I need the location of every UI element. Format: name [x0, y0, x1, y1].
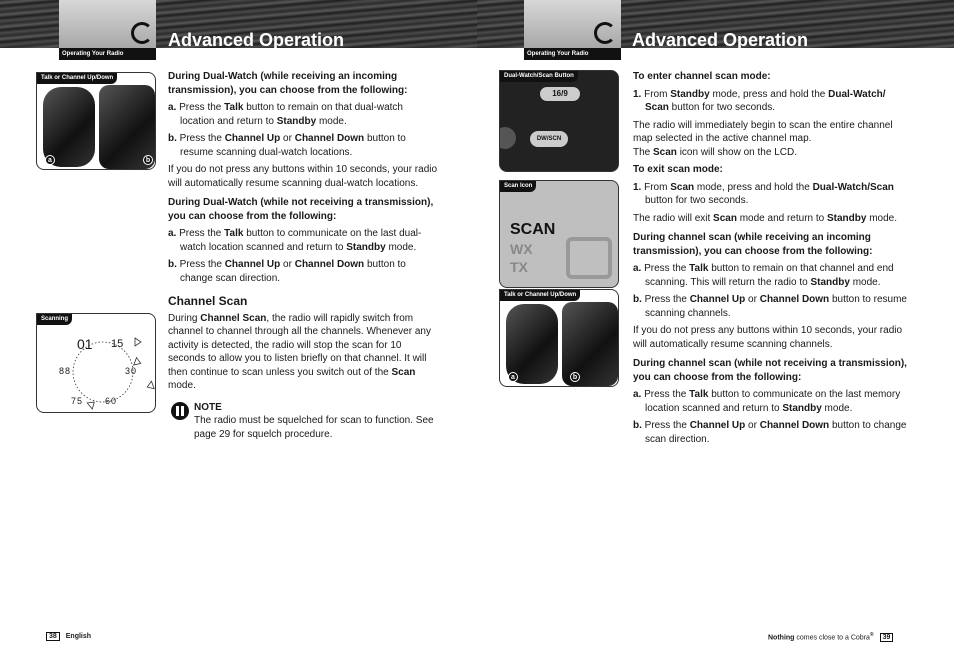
- dw-not-receiving-option-a: a. Press the Talk button to communicate on the last dual-watch location scanned and return to Standby mode.: [168, 228, 422, 253]
- dual-watch-scan-photo: [499, 70, 619, 172]
- badge-a: a: [45, 155, 55, 165]
- badge-b: b: [570, 372, 580, 382]
- enter-scan-heading: To enter channel scan mode:: [633, 71, 771, 82]
- note-heading: NOTE: [194, 401, 222, 413]
- button-dw-scn: DW/SCN: [530, 131, 568, 147]
- dial-label-75: 75: [71, 396, 84, 406]
- scanning-diagram: [36, 313, 156, 413]
- dial-label-30: 30: [125, 366, 138, 376]
- lcd-digit-shape: [566, 237, 612, 279]
- dial-label-88: 88: [59, 366, 72, 376]
- footer-registered: ®: [869, 632, 874, 638]
- enter-scan-text: The radio will immediately begin to scan the entire channel map selected in the active channel map.: [633, 119, 893, 144]
- scan-receiving-heading: During channel scan (while receiving an incoming transmission), you can choose from the following:: [633, 232, 873, 257]
- left-page-title: Advanced Operation: [168, 30, 345, 50]
- dial-label-60: 60: [105, 396, 118, 406]
- right-page-title: Advanced Operation: [632, 30, 809, 50]
- exit-scan-heading: To exit scan mode:: [633, 164, 723, 175]
- right-section-tab: Operating Your Radio: [524, 48, 621, 60]
- left-page-number: 38: [46, 632, 60, 641]
- right-page-number: 39: [880, 633, 894, 642]
- left-footer: [46, 632, 91, 641]
- cobra-logo-icon: [594, 22, 616, 44]
- exit-scan-text: The radio will exit Scan mode and return to Standby mode.: [633, 212, 898, 224]
- dw-not-receiving-option-b: b. Press the Channel Up or Channel Down button to change scan direction.: [168, 259, 406, 284]
- exit-scan-step-1: 1. From Scan mode, press and hold the Dual-Watch/Scan button for two seconds.: [633, 181, 894, 206]
- left-footer-text: English: [65, 633, 92, 640]
- dw-receiving-option-b: b. Press the Channel Up or Channel Down button to resume scanning dual-watch locations.: [168, 133, 406, 158]
- badge-a: a: [508, 372, 518, 382]
- enter-scan-step-1: 1. From Standby mode, press and hold the Dual-Watch/ Scan button for two seconds.: [633, 88, 886, 113]
- channel-scan-heading: Channel Scan: [168, 294, 248, 308]
- photo-label: Scan Icon: [500, 181, 536, 192]
- note-block: [168, 401, 440, 442]
- dw-receiving-note: If you do not press any buttons within 10 seconds, your radio will automatically resume scanning dual-watch locations.: [168, 164, 438, 189]
- scan-dial-graphic: [37, 314, 156, 413]
- left-section-tab: Operating Your Radio: [59, 48, 156, 60]
- footer-tagline: comes close to a Cobra: [794, 634, 870, 642]
- left-text-column: [168, 70, 440, 441]
- channel-scan-body: During Channel Scan, the radio will rapidly switch from channel to channel through all the channels. Whenever any activity is detected, the radio will stop the scan for 10 seconds to allow you to listen briefly on that channel. It will then continue to scan unless you switch out of the Scan mode.: [168, 312, 431, 391]
- scan-icon-photo: [499, 180, 619, 288]
- enter-scan-icon-text: The Scan icon will show on the LCD.: [633, 146, 797, 158]
- scan-receiving-note: If you do not press any buttons within 10 seconds, your radio will automatically resume scanning channels.: [633, 325, 903, 350]
- photo-label: Dual-Watch/Scan Button: [500, 71, 578, 82]
- lcd-wx-text: WX: [510, 241, 533, 257]
- photo-label: Talk or Channel Up/Down: [500, 290, 580, 301]
- talk-channel-photo-right: [499, 289, 619, 387]
- badge-b: b: [143, 155, 153, 165]
- scan-not-receiving-option-a: a. Press the Talk button to communicate on the last memory location scanned and return to Standby mode.: [633, 389, 901, 414]
- dial-label-15: 15: [111, 338, 124, 350]
- scan-not-receiving-heading: During channel scan (while not receiving a transmission), you can choose from the following:: [633, 358, 907, 383]
- left-section-tab-box: [59, 0, 156, 48]
- knob-shape: [499, 127, 516, 149]
- dw-not-receiving-heading: During Dual-Watch (while not receiving a transmission), you can choose from the following:: [168, 197, 434, 222]
- scan-receiving-option-a: a. Press the Talk button to remain on that channel and end scanning. This will return the radio to Standby mode.: [633, 263, 894, 288]
- footer-nothing: Nothing: [768, 634, 795, 642]
- cobra-logo-icon: [131, 22, 153, 44]
- dial-label-01: 01: [77, 336, 93, 352]
- photo-label: Talk or Channel Up/Down: [37, 73, 117, 84]
- photo-label: Scanning: [37, 314, 72, 325]
- talk-channel-photo: [36, 72, 156, 170]
- note-text: The radio must be squelched for scan to function. See page 29 for squelch procedure.: [194, 415, 434, 440]
- dw-receiving-heading: During Dual-Watch (while receiving an incoming transmission), you can choose from the following:: [168, 71, 408, 96]
- button-16-9: 16/9: [540, 87, 580, 101]
- right-section-tab-box: [524, 0, 621, 48]
- lcd-scan-text: SCAN: [510, 221, 556, 238]
- dw-receiving-option-a: a. Press the Talk button to remain on that dual-watch location and return to Standby mode.: [168, 102, 403, 127]
- scan-receiving-option-b: b. Press the Channel Up or Channel Down button to resume scanning channels.: [633, 294, 907, 319]
- right-footer: [768, 632, 893, 642]
- note-icon: [170, 401, 190, 421]
- right-text-column: [633, 70, 909, 450]
- lcd-tx-text: TX: [510, 259, 528, 275]
- scan-not-receiving-option-b: b. Press the Channel Up or Channel Down button to change scan direction.: [633, 420, 907, 445]
